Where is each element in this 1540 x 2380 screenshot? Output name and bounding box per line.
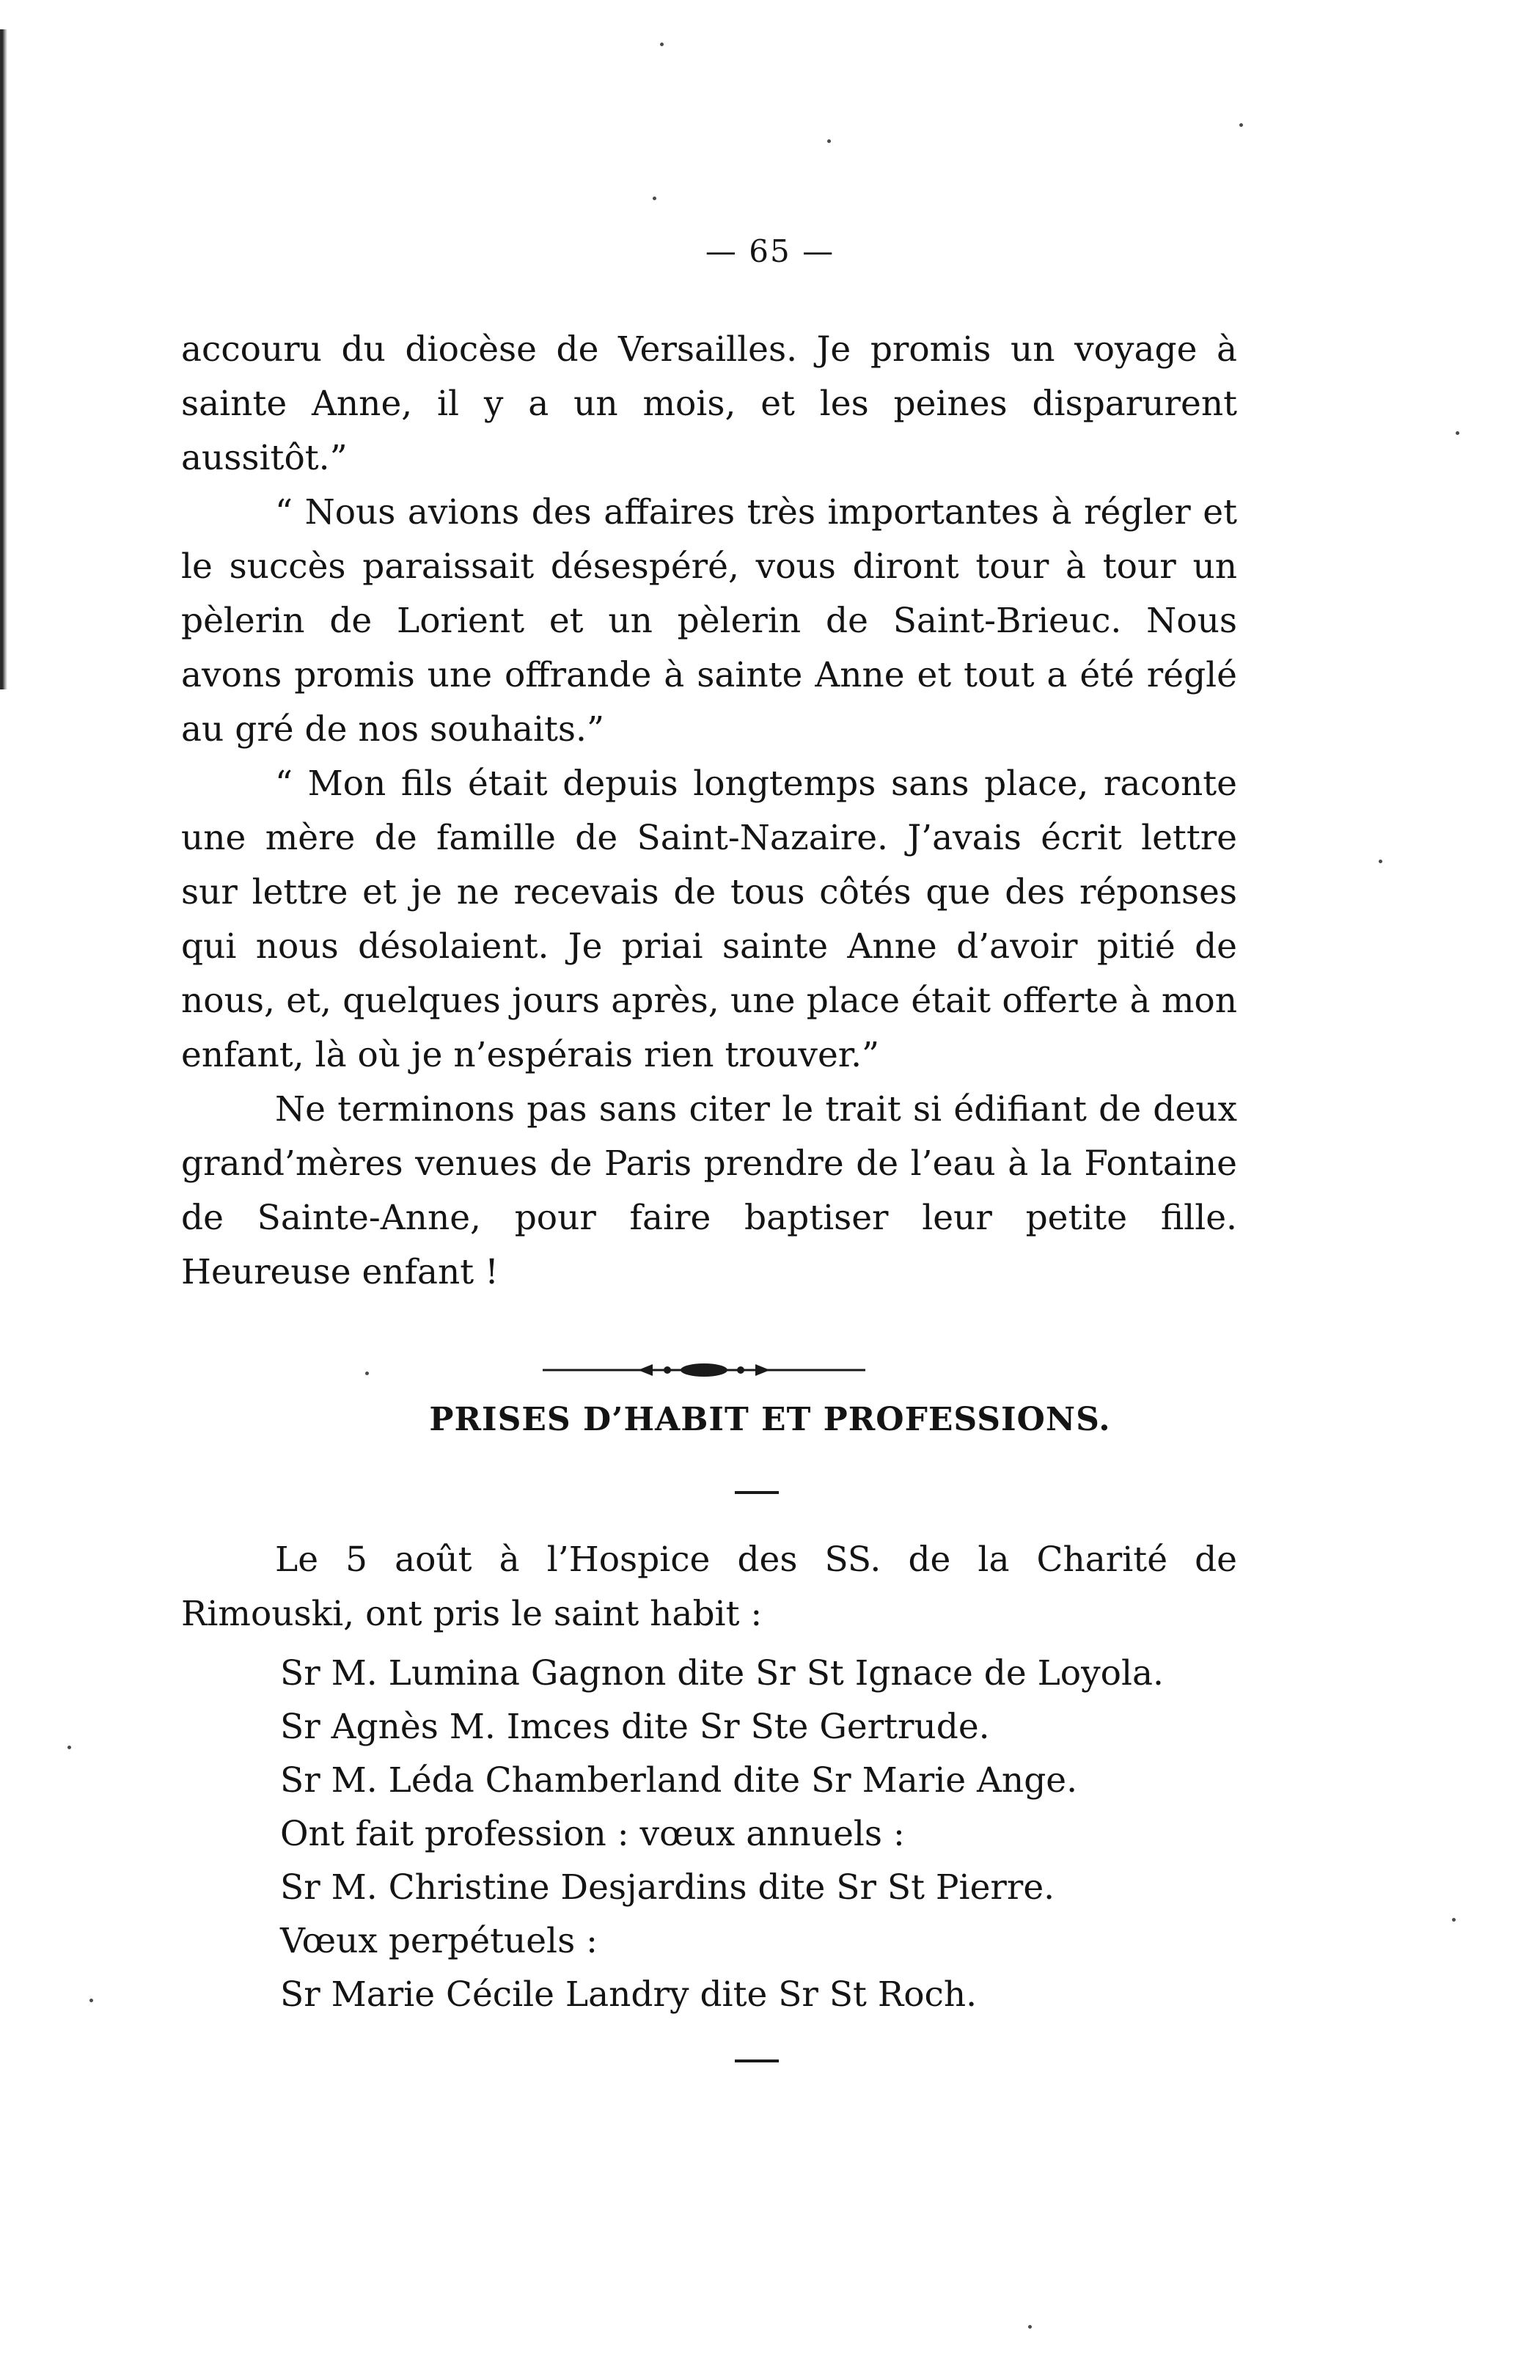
scan-speck xyxy=(1379,860,1382,863)
scan-speck xyxy=(660,43,664,46)
scan-speck xyxy=(89,1999,93,2002)
title-dash xyxy=(735,1491,779,1494)
scan-speck xyxy=(1239,123,1243,127)
paragraph-4: Ne terminons pas sans citer le trait si édifiant de deux grand’mères venues de Paris prendre de l’eau à la Fontaine de Sainte-Anne, pour faire baptiser leur petite fille. Heureuse enfant ! xyxy=(181,1089,1237,1292)
scan-speck xyxy=(67,1746,71,1749)
page-number: — 65 — xyxy=(705,233,835,269)
list-item: Sr M. Léda Chamberland dite Sr Marie Ange. xyxy=(280,1760,1078,1801)
paragraph-1: accouru du diocèse de Versailles. Je promis un voyage à sainte Anne, il y a un mois, et les peines disparurent aussitôt.” xyxy=(181,329,1237,478)
list-item: Sr M. Christine Desjardins dite Sr St Pierre. xyxy=(280,1867,1055,1908)
scan-speck xyxy=(1456,431,1459,435)
ornament-divider xyxy=(543,1363,865,1377)
scan-speck xyxy=(653,197,656,200)
list-item: Sr Marie Cécile Landry dite Sr St Roch. xyxy=(280,1974,978,2015)
paragraph-3: “ Mon fils était depuis longtemps sans place, raconte une mère de famille de Saint-Nazaire. J’avais écrit lettre sur lettre et je ne recevais de tous côtés que des réponses qui nous désolaient. Je priai sainte Anne d’avoir pitié de nous, et, quelques jours après, une place était offerte à mon enfant, là où je n’espérais rien trouver.” xyxy=(181,764,1237,1075)
scan-speck xyxy=(365,1372,369,1375)
scan-speck xyxy=(1028,2325,1032,2329)
paragraph-2: “ Nous avions des affaires très importantes à régler et le succès paraissait désespéré, vous diront tour à tour un pèlerin de Lorient et un pèlerin de Saint-Brieuc. Nous avons promis une offrande à sainte Anne et tout a été réglé au gré de nos souhaits.” xyxy=(181,492,1237,750)
list-item: Sr M. Lumina Gagnon dite Sr St Ignace de Loyola. xyxy=(280,1653,1164,1694)
list-item: Sr Agnès M. Imces dite Sr Ste Gertrude. xyxy=(280,1707,990,1747)
section-intro: Le 5 août à l’Hospice des SS. de la Charité de Rimouski, ont pris le saint habit : xyxy=(181,1539,1237,1634)
list-item: Vœux perpétuels : xyxy=(280,1921,598,1961)
closing-dash xyxy=(735,2059,779,2062)
scan-speck xyxy=(827,139,831,143)
scan-speck xyxy=(1452,1918,1456,1922)
list-item: Ont fait profession : vœux annuels : xyxy=(280,1814,905,1854)
section-intro-block xyxy=(181,1533,1237,1641)
section-title: PRISES D’HABIT ET PROFESSIONS. xyxy=(429,1401,1111,1438)
names-list xyxy=(280,1647,1307,2021)
scan-binding-edge xyxy=(0,29,7,689)
body-text xyxy=(181,323,1237,1300)
